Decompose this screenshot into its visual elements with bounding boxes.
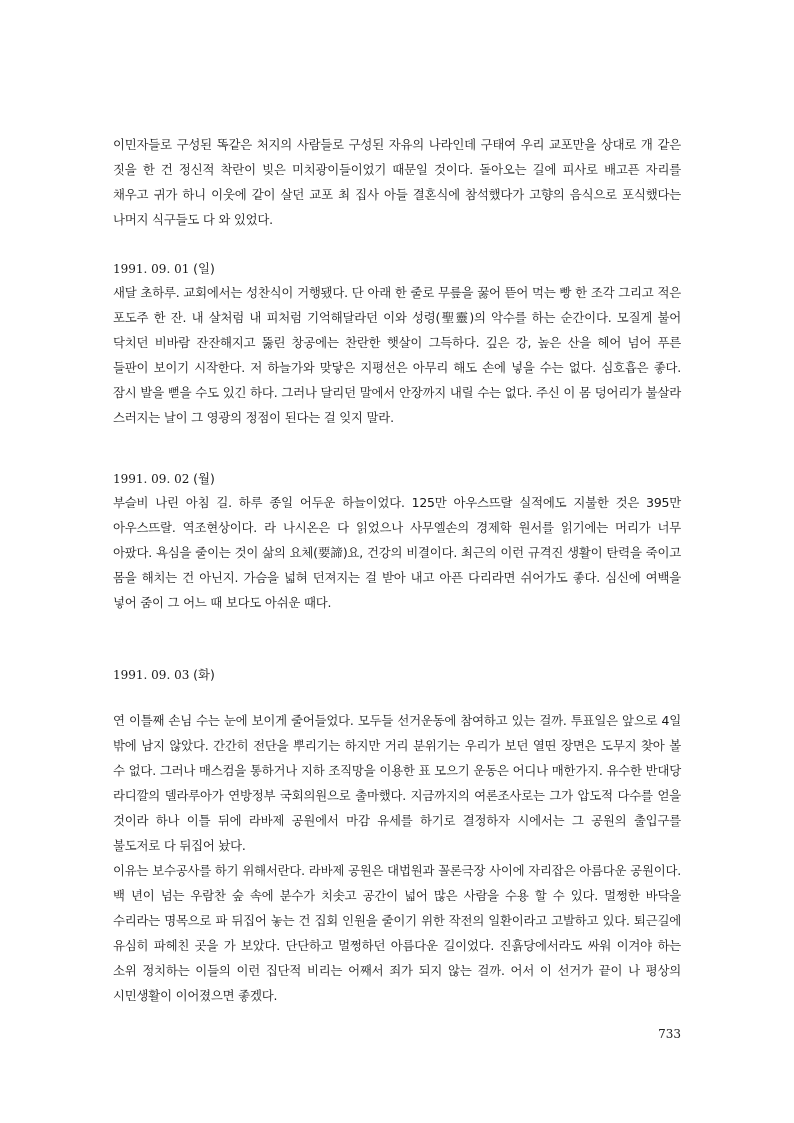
entry-date-heading	[113, 256, 681, 282]
entry-paragraph: 부슬비 나린 아침 길. 하루 종일 어두운 하늘이었다. 125만 아우스뜨랄 실적에도 지불한 것은 395만 아우스뜨랄. 역조현상이다. 라 나시온은 다 읽었으나 사무엘손의 경제학 원서를 읽기에는 머리가 너무 아팠다. 욕심을 줄이는 것이 삶의 요체(要諦)요, 건강의 비결이다. 최근의 이런 규격진 생활이 탄력을 죽이고 몸을 해치는 건 아닌지. 가슴을 넓혀 던져지는 걸 받아 내고 아픈 다리라면 쉬어가도 좋다. 심신에 여백을 넣어 줌이 그 어느 때 보다도 아쉬운 때다.	[113, 495, 681, 610]
entry-paragraph: 새달 초하루. 교회에서는 성찬식이 거행됐다. 단 아래 한 줄로 무릎을 꿇어 뜯어 먹는 빵 한 조각 그리고 적은 포도주 한 잔. 내 살처럼 내 피처럼 기억해달라던 이와 성령(聖靈)의 악수를 하는 순간이다. 모질게 불어 닥치던 비바람 잔잔해지고 뚫린 창공에는 찬란한 햇살이 그득하다. 깊은 강, 높은 산을 헤어 넘어 푸른 들판이 보이기 시작한다. 저 하늘가와 맞닿은 지평선은 아무리 해도 손에 넣을 수는 없다. 심호흡은 좋다. 잠시 발을 뻗을 수도 있긴 하다. 그러나 달리던 말에서 안장까지 내릴 수는 없다. 주신 이 몸 덩어리가 불살라 스러지는 날이 그 영광의 정점이 된다는 걸 잊지 말라.	[113, 285, 681, 425]
entry-date: 1991. 09. 03	[113, 668, 190, 682]
entry-weekday: (월)	[193, 471, 215, 486]
entry-date-heading	[113, 662, 681, 688]
entry-date: 1991. 09. 01	[113, 262, 190, 276]
entry-date-heading	[113, 466, 681, 492]
page-number: 733	[658, 1027, 681, 1041]
document-page	[113, 0, 681, 1123]
entry-date: 1991. 09. 02	[113, 472, 190, 486]
intro-paragraph: 이민자들로 구성된 똑같은 처지의 사람들로 구성된 자유의 나라인데 구태여 우리 교포만을 상대로 개 같은 짓을 한 건 정신적 착란이 빚은 미치광이들이었기 때문일 것이다. 돌아오는 길에 피사로 배고픈 자리를 채우고 귀가 하니 이웃에 같이 살던 교포 최 집사 아들 결혼식에 참석했다가 고향의 음식으로 포식했다는 나머지 식구들도 다 와 있었다.	[113, 137, 681, 227]
entry-paragraph: 이유는 보수공사를 하기 위해서란다. 라바제 공원은 대법원과 꼴론극장 사이에 자리잡은 아름다운 공원이다. 백 년이 넘는 우람찬 숲 속에 분수가 치솟고 공간이 넓어 많은 사람을 수용 할 수 있다. 멀쩡한 바닥을 수리라는 명목으로 파 뒤집어 놓는 건 집회 인원을 줄이기 위한 작전의 일환이라고 고발하고 있다. 퇴근길에 유심히 파헤친 곳을 가 보았다. 단단하고 멀쩡하던 아름다운 길이었다. 진흙당에서라도 싸워 이겨야 하는 소위 정치하는 이들의 이런 집단적 비리는 어째서 죄가 되지 않는 걸까. 어서 이 선거가 끝이 나 평상의 시민생활이 이어졌으면 좋겠다.	[113, 863, 681, 1003]
entry-paragraph: 연 이틀째 손님 수는 눈에 보이게 줄어들었다. 모두들 선거운동에 참여하고 있는 걸까. 투표일은 앞으로 4일 밖에 남지 않았다. 간간히 전단을 뿌리기는 하지만 거리 분위기는 우리가 보던 열띤 장면은 도무지 찾아 볼 수 없다. 그러나 매스컴을 통하거나 지하 조직망을 이용한 표 모으기 운동은 어디나 매한가지. 유수한 반대당 라디깔의 델라루아가 연방정부 국회의원으로 출마했다. 지금까지의 여론조사로는 그가 압도적 다수를 얻을 것이라 하나 이틀 뒤에 라바제 공원에서 마감 유세를 하기로 결정하자 시에서는 그 공원의 출입구를 불도저로 다 뒤집어 놨다.	[113, 713, 681, 853]
entry-weekday: (일)	[193, 261, 215, 276]
entry-weekday: (화)	[193, 667, 215, 682]
